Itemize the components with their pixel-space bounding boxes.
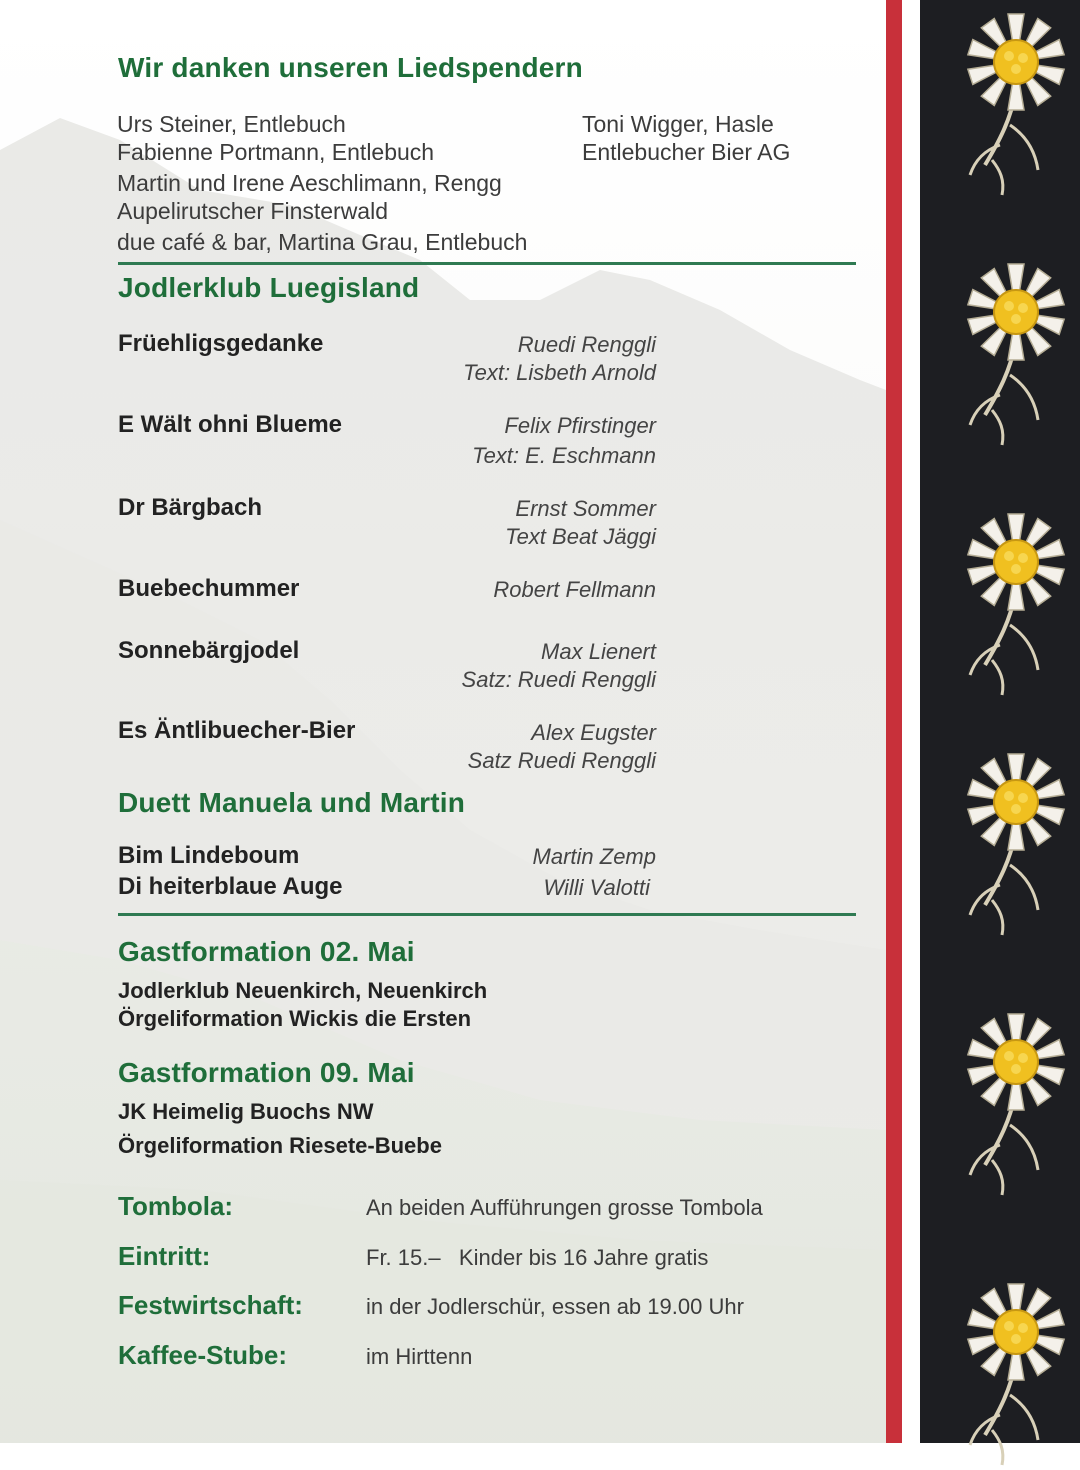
song-text-credit: Text: Lisbeth Arnold bbox=[463, 360, 656, 385]
info-label-entry: Eintritt: bbox=[118, 1241, 211, 1271]
duet-heading: Duett Manuela und Martin bbox=[118, 787, 466, 818]
guest-heading: Gastformation 09. Mai bbox=[118, 1057, 415, 1088]
song-title: Früehligsgedanke bbox=[118, 330, 324, 357]
song-composer: Felix Pfirstinger bbox=[504, 413, 656, 438]
sponsor-item: Aupelirutscher Finsterwald bbox=[117, 198, 389, 224]
song-composer: Alex Eugster bbox=[531, 720, 656, 745]
edelweiss-panel bbox=[920, 0, 1080, 1443]
info-value-kaffee: im Hirttenn bbox=[366, 1344, 473, 1369]
guest-group: JK Heimelig Buochs NW bbox=[118, 1099, 374, 1124]
info-label-tombola: Tombola: bbox=[118, 1191, 234, 1221]
song-title: Bim Lindeboum bbox=[118, 842, 300, 869]
song-text-credit: Text: E. Eschmann bbox=[472, 443, 656, 468]
info-value-tombola: An beiden Aufführungen grosse Tombola bbox=[366, 1195, 763, 1220]
club-heading: Jodlerklub Luegisland bbox=[118, 272, 420, 303]
edelweiss-icon bbox=[930, 1270, 1080, 1470]
sponsor-item: Martin und Irene Aeschlimann, Rengg bbox=[117, 170, 502, 196]
song-title: Es Äntlibuecher-Bier bbox=[118, 717, 356, 744]
song-text-credit: Text Beat Jäggi bbox=[505, 524, 656, 549]
sponsors-heading: Wir danken unseren Liedspendern bbox=[118, 52, 583, 83]
guest-group: Örgeliformation Riesete-Buebe bbox=[118, 1133, 442, 1158]
edelweiss-icon bbox=[930, 740, 1080, 940]
sponsor-item: Entlebucher Bier AG bbox=[582, 139, 791, 165]
song-text-credit: Satz Ruedi Renggli bbox=[467, 748, 656, 773]
edelweiss-icon bbox=[930, 0, 1080, 200]
divider bbox=[118, 913, 856, 916]
edelweiss-icon bbox=[930, 250, 1080, 450]
info-label-festwirtschaft: Festwirtschaft: bbox=[118, 1290, 303, 1320]
song-composer: Martin Zemp bbox=[532, 844, 656, 869]
song-title: Dr Bärgbach bbox=[118, 494, 263, 521]
sponsor-item: due café & bar, Martina Grau, Entlebuch bbox=[117, 229, 528, 255]
info-value-entry: Fr. 15.– Kinder bis 16 Jahre gratis bbox=[366, 1245, 709, 1270]
guest-heading: Gastformation 02. Mai bbox=[118, 936, 415, 967]
song-title: Di heiterblaue Auge bbox=[118, 873, 343, 900]
sponsor-item: Urs Steiner, Entlebuch bbox=[117, 111, 346, 137]
guest-group: Örgeliformation Wickis die Ersten bbox=[118, 1006, 472, 1031]
song-title: E Wält ohni Blueme bbox=[118, 411, 343, 438]
divider bbox=[118, 262, 856, 265]
song-text-credit: Satz: Ruedi Renggli bbox=[461, 667, 656, 692]
info-label-kaffee: Kaffee-Stube: bbox=[118, 1340, 288, 1370]
guest-group: Jodlerklub Neuenkirch, Neuenkirch bbox=[118, 978, 488, 1003]
sponsor-item: Toni Wigger, Hasle bbox=[582, 111, 774, 137]
song-composer: Ernst Sommer bbox=[515, 496, 656, 521]
song-title: Buebechummer bbox=[118, 575, 300, 602]
song-composer: Willi Valotti bbox=[543, 875, 650, 900]
white-stripe bbox=[902, 0, 920, 1443]
info-value-festwirtschaft: in der Jodlerschür, essen ab 19.00 Uhr bbox=[366, 1294, 744, 1319]
song-composer: Robert Fellmann bbox=[493, 577, 656, 602]
song-composer: Ruedi Renggli bbox=[517, 332, 656, 357]
edelweiss-icon bbox=[930, 500, 1080, 700]
red-stripe bbox=[886, 0, 902, 1443]
edelweiss-icon bbox=[930, 1000, 1080, 1200]
song-title: Sonnebärgjodel bbox=[118, 637, 300, 664]
song-composer: Max Lienert bbox=[541, 639, 656, 664]
sponsor-item: Fabienne Portmann, Entlebuch bbox=[117, 139, 435, 165]
